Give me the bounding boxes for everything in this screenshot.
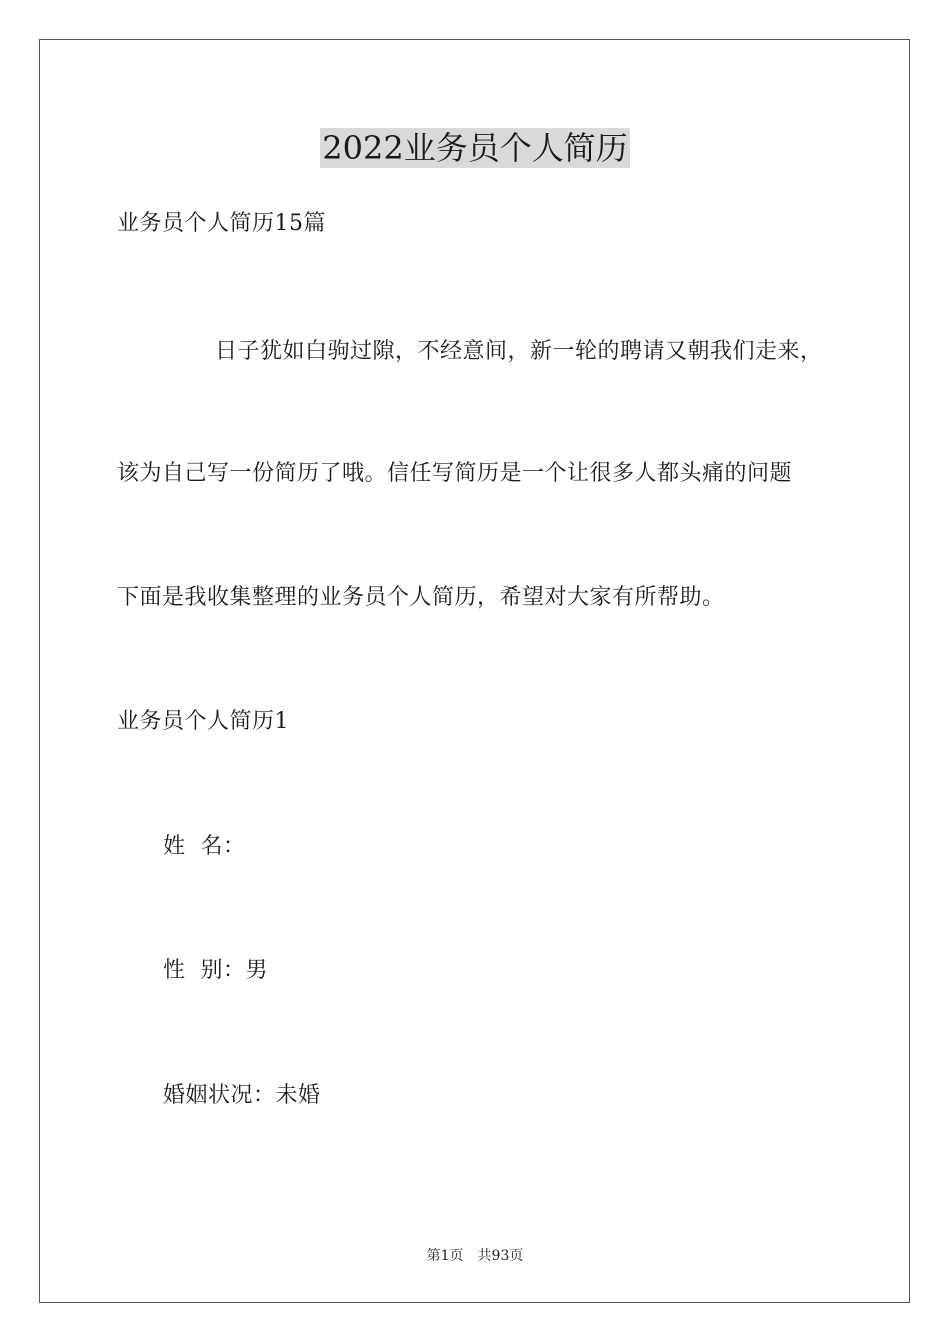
- field-gender: 性 别：男: [163, 958, 268, 983]
- document-subtitle: 业务员个人简历15篇: [117, 211, 326, 236]
- title-container: [0, 128, 950, 168]
- paragraph-line-1: 日子犹如白驹过隙，不经意间，新一轮的聘请又朝我们走来，: [215, 339, 823, 364]
- document-title: 2022业务员个人简历: [322, 129, 628, 167]
- page-footer: [0, 1247, 950, 1265]
- paragraph-line-2: 该为自己写一份简历了哦。信任写简历是一个让很多人都头痛的问题: [117, 461, 793, 486]
- paragraph-line-3: 下面是我收集整理的业务员个人简历，希望对大家有所帮助。: [117, 585, 725, 610]
- section-heading: 业务员个人简历1: [117, 709, 289, 734]
- footer-page-number: 第1页: [426, 1248, 464, 1264]
- field-marital-status: 婚姻状况：未婚: [163, 1083, 321, 1108]
- footer-total-pages: 共93页: [477, 1248, 524, 1264]
- field-name: 姓 名：: [163, 834, 246, 859]
